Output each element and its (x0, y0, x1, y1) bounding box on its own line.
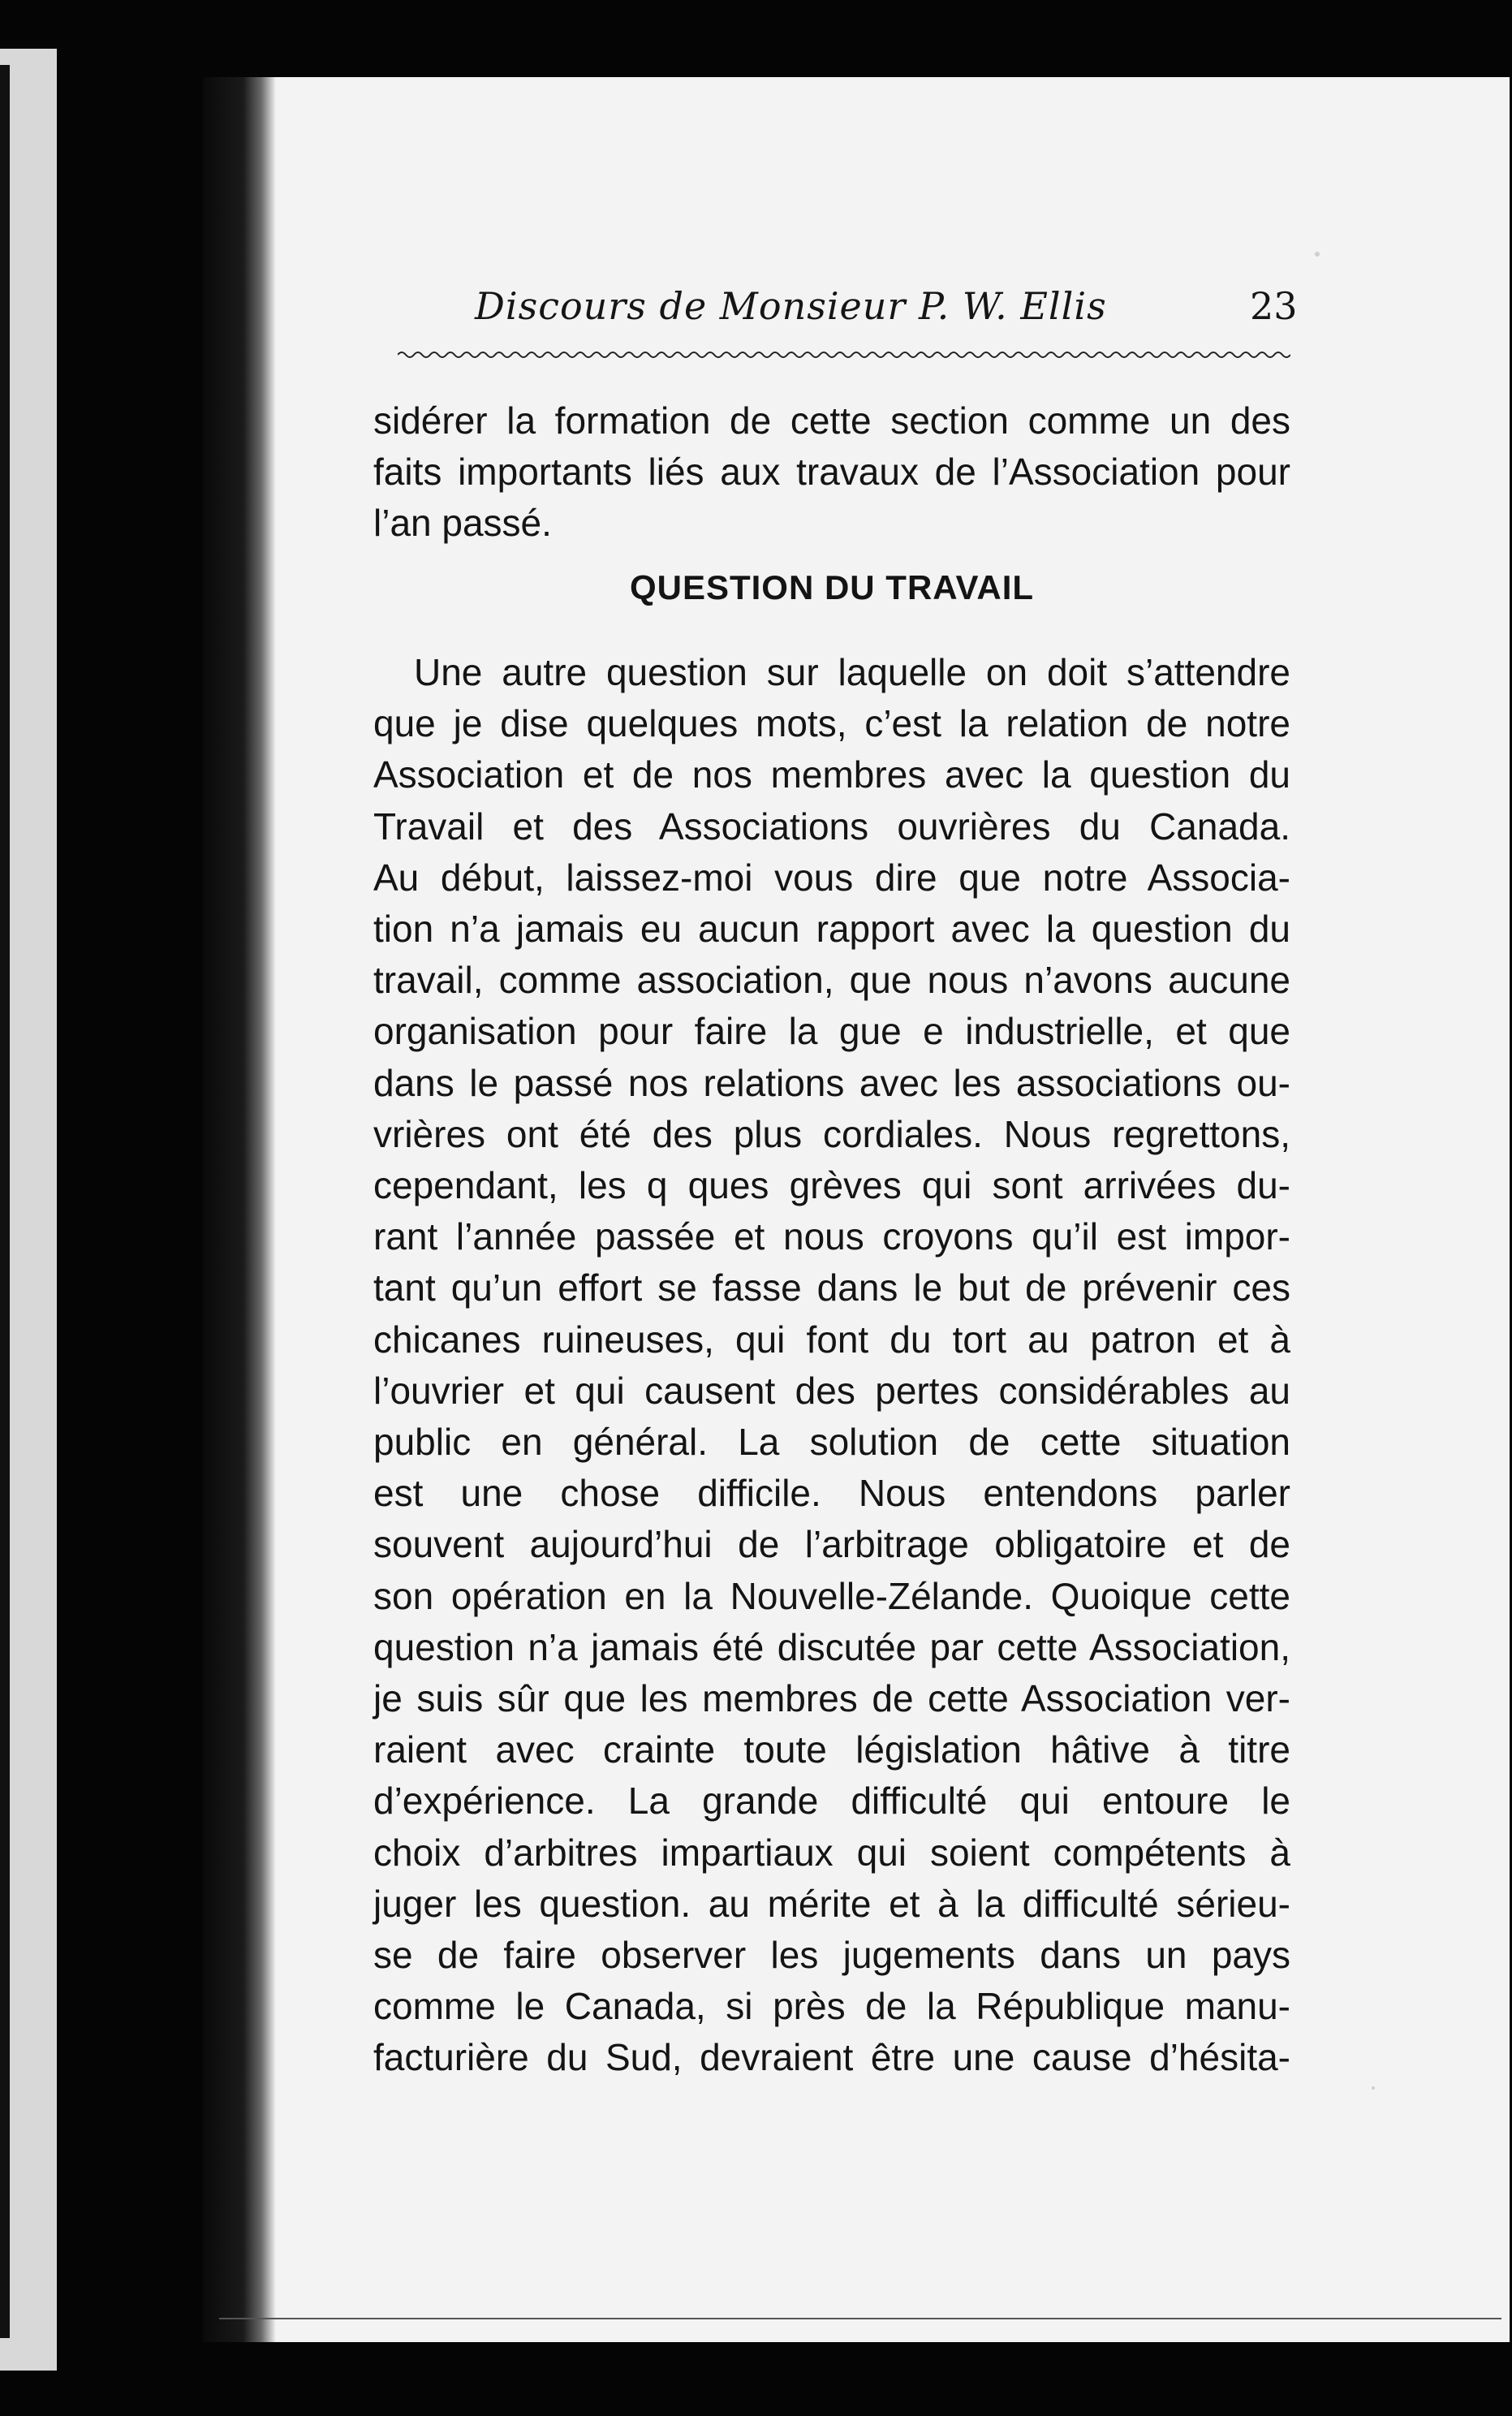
text-line: cependant, les q ques grèves qui sont arrivées du- (373, 1164, 1290, 1206)
text-line: chicanes ruineuses, qui font du tort au patron et à (373, 1318, 1290, 1361)
page-gutter-shadow (203, 77, 276, 2342)
section-heading: QUESTION DU TRAVAIL (629, 568, 1035, 606)
text-line: faits importants liés aux travaux de l’Association pour (373, 451, 1290, 493)
text-line: organisation pour faire la gue e industrielle, et que (373, 1010, 1290, 1053)
text-line: sidérer la formation de cette section comme un des (373, 399, 1290, 442)
text-line: vrières ont été des plus cordiales. Nous regrettons, (373, 1112, 1290, 1155)
text-line: Association et de nos membres avec la question du (373, 753, 1290, 796)
text-line: tant qu’un effort se fasse dans le but de prévenir ces (373, 1266, 1290, 1309)
running-head (475, 284, 1298, 341)
text-line: raient avec crainte toute législation hâtive à titre (373, 1728, 1290, 1771)
text-line: choix d’arbitres impartiaux qui soient compétents à (373, 1831, 1290, 1874)
text-line: travail, comme association, que nous n’avons aucune (373, 959, 1290, 1002)
text-line: est une chose difficile. Nous entendons parler (373, 1472, 1290, 1515)
text-line: que je dise quelques mots, c’est la relation de notre (373, 702, 1290, 745)
text-line: se de faire observer les jugements dans un pays (373, 1934, 1290, 1976)
text-line: l’ouvrier et qui causent des pertes considérables au (373, 1369, 1290, 1412)
text-line: son opération en la Nouvelle-Zélande. Quoique cette (373, 1574, 1290, 1617)
text-line: dans le passé nos relations avec les associations ou- (373, 1061, 1290, 1104)
text-line: facturière du Sud, devraient être une cause d’hésita- (373, 2036, 1290, 2079)
text-line: juger les question. au mérite et à la difficulté sérieu- (373, 1882, 1290, 1925)
text-line: tion n’a jamais eu aucun rapport avec la question du (373, 908, 1290, 950)
text-line: Au début, laissez-moi vous dire que notre Associa- (373, 856, 1290, 899)
text-line: je suis sûr que les membres de cette Association ver- (373, 1677, 1290, 1719)
text-line: question n’a jamais été discutée par cette Association, (373, 1625, 1290, 1668)
text-line: Une autre question sur laquelle on doit s’attendre (414, 651, 1290, 693)
text-line: comme le Canada, si près de la République manu- (373, 1985, 1290, 2028)
text-line: d’expérience. La grande difficulté qui entoure le (373, 1780, 1290, 1823)
binding-edge (0, 65, 10, 2338)
wavy-head-rule (398, 349, 1290, 360)
running-title: Discours de Monsieur P. W. Ellis (475, 284, 1107, 328)
text-line: public en général. La solution de cette situation (373, 1421, 1290, 1463)
text-line: l’an passé. (373, 502, 552, 544)
paper-speck (1315, 252, 1320, 257)
text-line: souvent aujourd’hui de l’arbitrage obligatoire et de (373, 1523, 1290, 1566)
page-number: 23 (1250, 284, 1298, 328)
text-line: rant l’année passée et nous croyons qu’il est impor- (373, 1215, 1290, 1258)
paper-speck (1372, 2086, 1375, 2090)
text-line: Travail et des Associations ouvrières du Canada. (373, 805, 1290, 848)
page-bottom-edge (219, 2318, 1501, 2319)
